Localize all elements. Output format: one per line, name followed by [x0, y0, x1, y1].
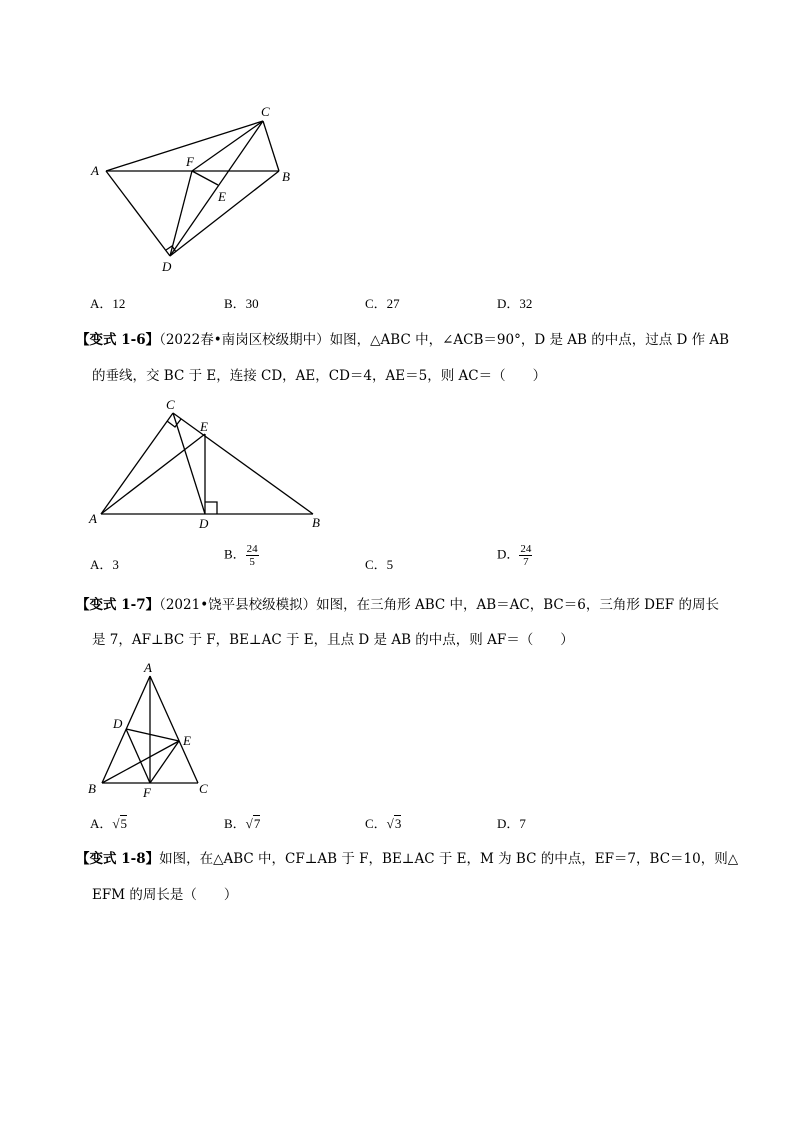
fig2-right-angle-mark-C	[167, 419, 181, 427]
q2-text-1: （2022春•南岗区校级期中）如图，△ABC 中，∠ACB＝90°，D 是 AB 的中点，过点 D 作 AB	[159, 332, 730, 348]
q3-tag: 【变式 1-7】	[76, 597, 160, 613]
fig1-label-F: F	[186, 154, 194, 169]
fig1-label-D: D	[162, 259, 172, 274]
q3-option-c-prefix: C．	[365, 816, 387, 831]
q3-option-c[interactable]: C．√3	[365, 816, 402, 831]
fig1-segment-AC	[106, 121, 263, 171]
q2-option-b-prefix: B．	[224, 546, 246, 562]
fig2-segment-AC	[101, 413, 173, 514]
fig2-right-angle-mark-D	[205, 502, 217, 514]
fig3-label-E: E	[183, 733, 191, 748]
q2-line-1	[76, 327, 729, 353]
q1-option-d[interactable]: D．32	[497, 296, 533, 311]
q3-option-a-prefix: A．	[90, 816, 113, 831]
q3-option-d[interactable]: D．7	[497, 816, 526, 831]
q1-option-c[interactable]: C．27	[365, 296, 400, 311]
q2-line-2	[92, 363, 546, 389]
q3-option-a[interactable]: A．√5	[90, 816, 128, 831]
q4-tag: 【变式 1-8】	[76, 851, 160, 867]
q2-option-b[interactable]	[224, 543, 259, 568]
fig2-label-C: C	[166, 397, 175, 412]
fig1-segment-DB	[170, 171, 279, 256]
fig2-label-B: B	[312, 515, 320, 530]
fig2-label-A: A	[89, 511, 97, 526]
fig1-segment-FE	[192, 171, 218, 185]
q2-option-d-fraction	[519, 543, 532, 568]
q4-line-1	[76, 846, 738, 872]
q3-option-b-radicand: 7	[253, 816, 261, 831]
q2-option-b-numerator: 24	[246, 543, 258, 555]
q3-line-2	[92, 627, 574, 653]
q3-option-a-radicand: 5	[120, 816, 128, 831]
fig2-segment-CB	[173, 413, 313, 514]
q4-text-2: EFM 的周长是（ ）	[92, 887, 238, 903]
fig1-segment-CB	[263, 121, 279, 171]
fig1-segment-DC	[170, 121, 263, 256]
q2-tag: 【变式 1-6】	[76, 332, 160, 348]
fig3-segment-AC	[150, 676, 198, 783]
q1-option-b[interactable]: B．30	[224, 296, 259, 311]
q3-line-1	[76, 592, 719, 618]
q3-option-c-radicand: 3	[394, 816, 402, 831]
q2-option-c[interactable]: C．5	[365, 557, 394, 572]
fig3-segment-DE	[126, 729, 179, 741]
q3-option-b-prefix: B．	[224, 816, 246, 831]
fig3-label-F: F	[143, 785, 151, 800]
fig3-label-D: D	[113, 716, 123, 731]
fig1-label-A: A	[91, 163, 99, 178]
fig1-segment-FC	[192, 121, 263, 171]
fig3-segment-EF	[150, 741, 179, 783]
fig3-label-A: A	[144, 660, 152, 675]
fig1-segment-DF	[170, 171, 192, 256]
q3-text-2: 是 7，AF⊥BC 于 F，BE⊥AC 于 E，且点 D 是 AB 的中点，则 AF＝（ ）	[92, 632, 574, 648]
q1-option-a[interactable]: A．12	[90, 296, 126, 311]
fig3-segment-DF	[126, 729, 150, 783]
fig1-label-B: B	[282, 169, 290, 184]
q4-text-1: 如图，在△ABC 中，CF⊥AB 于 F，BE⊥AC 于 E，M 为 BC 的中点，EF＝7，BC＝10，则△	[159, 851, 739, 867]
fig3-label-C: C	[199, 781, 208, 796]
q2-option-b-fraction	[246, 543, 259, 568]
fig2-label-D: D	[199, 516, 209, 531]
figure-1-diagram	[80, 95, 320, 280]
q2-option-d-prefix: D．	[497, 546, 520, 562]
fig1-label-C: C	[261, 104, 270, 119]
figure-3-diagram	[85, 658, 215, 803]
figure-2-diagram	[85, 395, 330, 535]
q2-option-d-numerator: 24	[520, 543, 532, 555]
q3-option-b[interactable]: B．√7	[224, 816, 261, 831]
fig2-segment-AE	[101, 434, 205, 514]
q2-option-a[interactable]: A．3	[90, 557, 119, 572]
q2-option-b-denominator: 5	[249, 556, 255, 568]
fig1-segment-AD	[106, 171, 170, 256]
q2-option-d-denominator: 7	[523, 556, 529, 568]
q2-text-2: 的垂线，交 BC 于 E，连接 CD，AE，CD＝4，AE＝5，则 AC＝（ ）	[92, 368, 547, 384]
fig1-label-E: E	[218, 189, 226, 204]
fig2-label-E: E	[200, 419, 208, 434]
q3-text-1: （2021•饶平县校级模拟）如图，在三角形 ABC 中，AB＝AC，BC＝6，三角形 DEF 的周长	[159, 597, 719, 613]
q2-option-d[interactable]	[497, 543, 532, 568]
q4-line-2	[92, 882, 237, 908]
fig3-label-B: B	[88, 781, 96, 796]
